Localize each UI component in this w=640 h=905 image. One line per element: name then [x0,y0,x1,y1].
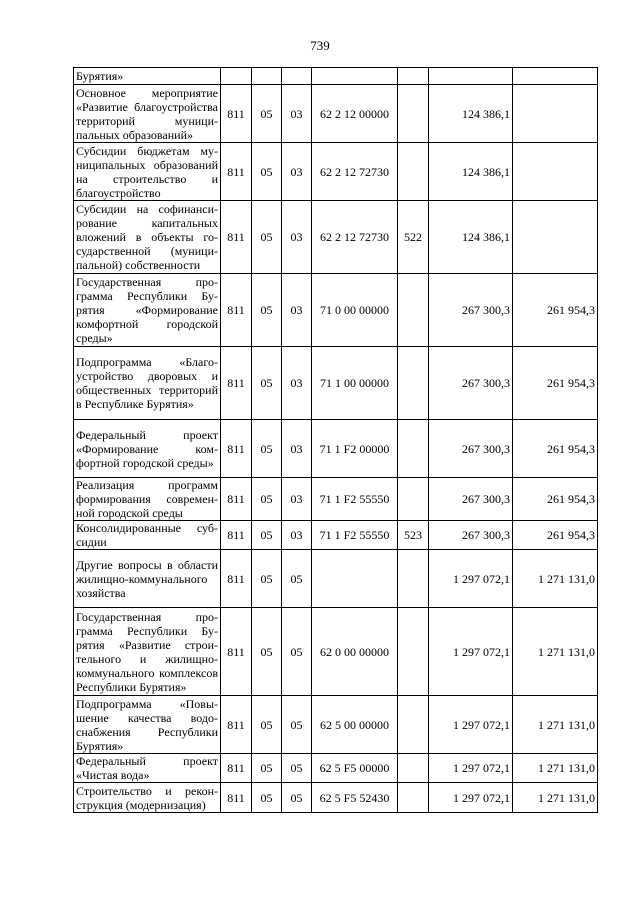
row-name: Строительство и реконструкция (модернизация) [74,783,221,813]
amount-year-1: 267 300,3 [429,347,513,420]
target-article-code [312,550,398,608]
ministry-code [221,68,252,85]
amount-year-2: 261 954,3 [513,521,598,550]
amount-year-1: 267 300,3 [429,521,513,550]
amount-year-1: 1 297 072,1 [429,550,513,608]
subsection-code: 03 [282,420,312,478]
subsection-code: 03 [282,521,312,550]
section-code: 05 [252,608,282,696]
amount-year-1: 1 297 072,1 [429,783,513,813]
expense-type-code [398,420,429,478]
amount-year-1: 124 386,1 [429,201,513,274]
ministry-code: 811 [221,783,252,813]
ministry-code: 811 [221,85,252,143]
section-code: 05 [252,347,282,420]
row-name: Бурятия» [74,68,221,85]
section-code [252,68,282,85]
target-article-code: 71 1 00 00000 [312,347,398,420]
amount-year-2 [513,201,598,274]
ministry-code: 811 [221,754,252,783]
table-row [74,201,598,274]
ministry-code: 811 [221,608,252,696]
expense-type-code [398,550,429,608]
row-name: Федеральный проект «Чистая вода» [74,754,221,783]
amount-year-2: 1 271 131,0 [513,696,598,754]
budget-table [73,67,598,813]
subsection-code: 03 [282,143,312,201]
target-article-code: 62 5 F5 00000 [312,754,398,783]
amount-year-1: 1 297 072,1 [429,754,513,783]
table-row [74,68,598,85]
ministry-code: 811 [221,696,252,754]
target-article-code: 62 0 00 00000 [312,608,398,696]
amount-year-1: 267 300,3 [429,478,513,521]
row-name: Консолидированные субсидии [74,521,221,550]
amount-year-2: 1 271 131,0 [513,550,598,608]
row-name: Реализация программ формирования современной городской среды [74,478,221,521]
expense-type-code [398,274,429,347]
amount-year-1: 1 297 072,1 [429,696,513,754]
ministry-code: 811 [221,550,252,608]
subsection-code: 03 [282,478,312,521]
subsection-code: 03 [282,201,312,274]
subsection-code: 03 [282,274,312,347]
subsection-code: 05 [282,608,312,696]
expense-type-code [398,783,429,813]
target-article-code: 71 1 F2 00000 [312,420,398,478]
row-name: Подпрограмма «Повышение качества водоснабжения Республики Бурятия» [74,696,221,754]
row-name: Государственная программа Республики Бурятия «Развитие строительного и жилищно-коммунального комплексов Республики Бурятия» [74,608,221,696]
row-name: Подпрограмма «Благоустройство дворовых и общественных территорий в Республике Бурятия» [74,347,221,420]
row-name: Основное мероприятие «Развитие благоустройства территорий муниципальных образований» [74,85,221,143]
subsection-code: 05 [282,696,312,754]
section-code: 05 [252,783,282,813]
ministry-code: 811 [221,521,252,550]
section-code: 05 [252,420,282,478]
section-code: 05 [252,521,282,550]
table-row [74,143,598,201]
expense-type-code: 523 [398,521,429,550]
section-code: 05 [252,85,282,143]
ministry-code: 811 [221,420,252,478]
target-article-code [312,68,398,85]
section-code: 05 [252,143,282,201]
ministry-code: 811 [221,347,252,420]
amount-year-1: 124 386,1 [429,85,513,143]
subsection-code: 05 [282,754,312,783]
target-article-code: 62 5 00 00000 [312,696,398,754]
table-row [74,754,598,783]
table-row [74,521,598,550]
amount-year-2 [513,143,598,201]
amount-year-1: 1 297 072,1 [429,608,513,696]
amount-year-2: 1 271 131,0 [513,608,598,696]
amount-year-2: 261 954,3 [513,347,598,420]
expense-type-code [398,608,429,696]
section-code: 05 [252,754,282,783]
target-article-code: 62 5 F5 52430 [312,783,398,813]
expense-type-code [398,478,429,521]
ministry-code: 811 [221,201,252,274]
target-article-code: 71 1 F2 55550 [312,478,398,521]
expense-type-code: 522 [398,201,429,274]
target-article-code: 71 1 F2 55550 [312,521,398,550]
amount-year-1: 267 300,3 [429,420,513,478]
amount-year-1: 124 386,1 [429,143,513,201]
target-article-code: 62 2 12 00000 [312,85,398,143]
expense-type-code [398,85,429,143]
amount-year-2: 1 271 131,0 [513,754,598,783]
target-article-code: 62 2 12 72730 [312,143,398,201]
table-row [74,550,598,608]
row-name: Субсидии на софинансирование капитальных вложений в объекты государственной (муниципальной) собственности [74,201,221,274]
target-article-code: 71 0 00 00000 [312,274,398,347]
amount-year-2 [513,68,598,85]
row-name: Другие вопросы в области жилищно-коммунального хозяйства [74,550,221,608]
amount-year-2: 261 954,3 [513,478,598,521]
section-code: 05 [252,478,282,521]
row-name: Государственная программа Республики Бурятия «Формирование комфортной городской среды» [74,274,221,347]
amount-year-1: 267 300,3 [429,274,513,347]
table-row [74,420,598,478]
section-code: 05 [252,550,282,608]
target-article-code: 62 2 12 72730 [312,201,398,274]
amount-year-2: 1 271 131,0 [513,783,598,813]
subsection-code: 03 [282,347,312,420]
page-number: 739 [310,38,330,53]
row-name: Федеральный проект «Формирование комфортной городской среды» [74,420,221,478]
ministry-code: 811 [221,143,252,201]
amount-year-2: 261 954,3 [513,274,598,347]
subsection-code: 03 [282,85,312,143]
ministry-code: 811 [221,274,252,347]
table-row [74,274,598,347]
expense-type-code [398,143,429,201]
expense-type-code [398,347,429,420]
row-name: Субсидии бюджетам муниципальных образований на строительство и благоустройство [74,143,221,201]
section-code: 05 [252,696,282,754]
section-code: 05 [252,201,282,274]
expense-type-code [398,68,429,85]
ministry-code: 811 [221,478,252,521]
table-row [74,347,598,420]
amount-year-2: 261 954,3 [513,420,598,478]
expense-type-code [398,754,429,783]
amount-year-1 [429,68,513,85]
table-row [74,478,598,521]
subsection-code: 05 [282,550,312,608]
subsection-code: 05 [282,783,312,813]
amount-year-2 [513,85,598,143]
section-code: 05 [252,274,282,347]
table-row [74,608,598,696]
table-row [74,696,598,754]
subsection-code [282,68,312,85]
table-row [74,85,598,143]
expense-type-code [398,696,429,754]
table-row [74,783,598,813]
